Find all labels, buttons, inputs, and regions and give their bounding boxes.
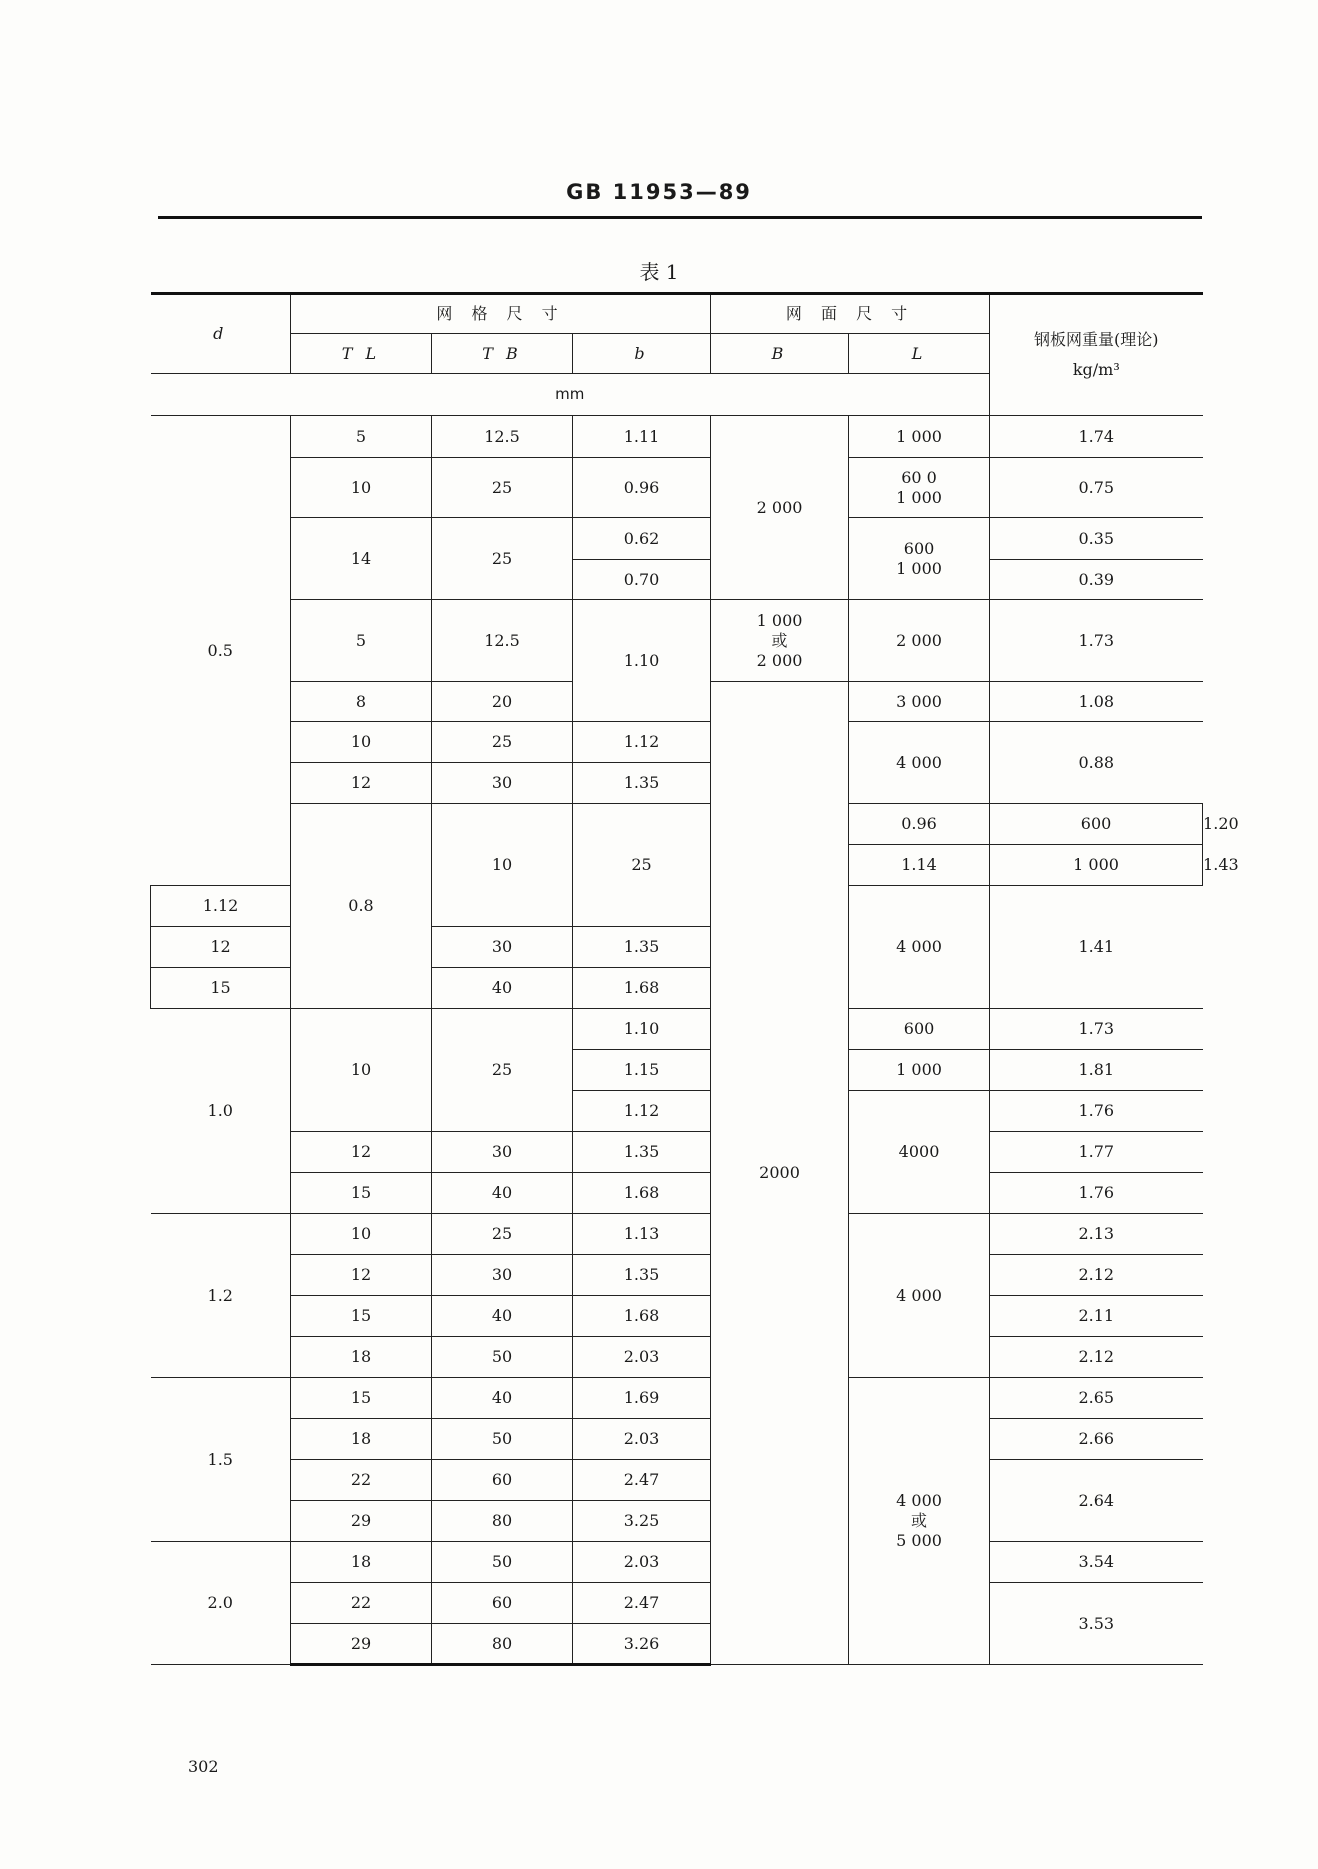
header-row [151,294,1203,334]
cell-weight: 1.08 [990,682,1203,722]
cell-b: 1.68 [573,1173,711,1214]
cell-sheet-length: 1 000 [849,1050,990,1091]
header-d: d [151,294,291,374]
cell-weight: 0.88 [990,722,1203,804]
cell-sheet-width: 1 000 或 2 000 [711,600,849,682]
cell-b: 1.35 [573,927,711,968]
cell-b: 1.14 [849,845,990,886]
cell-weight: 1.76 [990,1091,1203,1132]
cell-tb: 25 [573,804,711,927]
cell-sheet-length: 4 000 [849,722,990,804]
cell-b: 1.15 [573,1050,711,1091]
document-standard-number: GB 11953—89 [566,180,752,204]
table-row [151,1378,1203,1419]
cell-b: 0.70 [573,560,711,600]
cell-b: 2.03 [573,1542,711,1583]
cell-weight: 2.12 [990,1255,1203,1296]
cell-tb: 80 [432,1501,573,1542]
cell-tb: 60 [432,1460,573,1501]
cell-tl: 29 [291,1624,432,1665]
table-row [151,722,1203,763]
cell-weight: 1.76 [990,1173,1203,1214]
cell-b: 1.68 [573,968,711,1009]
cell-tb: 60 [432,1583,573,1624]
table-row [151,1337,1203,1378]
cell-sheet-length: 600 [849,1009,990,1050]
cell-tl: 10 [291,458,432,518]
header-tb: T B [432,334,573,374]
cell-tl: 22 [291,1460,432,1501]
cell-b: 2.03 [573,1419,711,1460]
cell-d: 0.5 [151,416,291,886]
table-row [151,416,1203,458]
cell-tl: 12 [291,1255,432,1296]
cell-tb: 30 [432,763,573,804]
cell-b: 1.35 [573,1255,711,1296]
cell-b: 3.25 [573,1501,711,1542]
cell-tl: 12 [291,763,432,804]
cell-tl: 10 [291,1214,432,1255]
cell-tb: 30 [432,1255,573,1296]
cell-tl: 10 [291,1009,432,1132]
cell-tl: 14 [291,518,432,600]
table-row [151,1419,1203,1460]
cell-b: 1.10 [573,1009,711,1050]
cell-tb: 25 [432,1214,573,1255]
cell-tl: 12 [291,1132,432,1173]
cell-tb: 50 [432,1542,573,1583]
cell-tb: 12.5 [432,416,573,458]
cell-b: 0.96 [573,458,711,518]
cell-weight: 2.66 [990,1419,1203,1460]
cell-weight: 2.64 [990,1460,1203,1542]
cell-tl: 5 [291,416,432,458]
cell-tb: 40 [432,968,573,1009]
cell-b: 1.68 [573,1296,711,1337]
cell-tb: 25 [432,458,573,518]
cell-tl: 22 [291,1583,432,1624]
cell-b: 2.47 [573,1583,711,1624]
header-mesh-size: 网 格 尺 寸 [291,294,711,334]
cell-weight: 1.73 [990,1009,1203,1050]
cell-d: 0.8 [291,804,432,1009]
cell-tl: 18 [291,1542,432,1583]
cell-b: 1.12 [573,1091,711,1132]
table-row: 0.8 10 25 0.96 600 1.20 [151,804,1203,845]
cell-weight: 1.41 [990,886,1203,1009]
cell-b: 0.96 [849,804,990,845]
cell-sheet-length: 60 0 1 000 [849,458,990,518]
cell-weight: 2.65 [990,1378,1203,1419]
cell-tb: 50 [432,1419,573,1460]
cell-d: 1.0 [151,1009,291,1214]
cell-sheet-length: 1 000 [849,416,990,458]
cell-tb: 25 [432,722,573,763]
table-row [151,1542,1203,1583]
cell-weight: 0.75 [990,458,1203,518]
table-row [151,1173,1203,1214]
cell-tb: 80 [432,1624,573,1665]
cell-tb: 40 [432,1378,573,1419]
cell-d: 1.5 [151,1378,291,1542]
cell-tl: 15 [291,1296,432,1337]
table-row [151,600,1203,682]
cell-tb: 25 [432,1009,573,1132]
cell-tb: 20 [432,682,573,722]
cell-sheet-length: 600 1 000 [849,518,990,600]
mesh-spec-table [150,292,1239,1666]
cell-sheet-length: 1 000 [990,845,1203,886]
cell-weight: 2.11 [990,1296,1203,1337]
cell-tl: 18 [291,1337,432,1378]
table-row [151,1583,1203,1624]
cell-b: 0.62 [573,518,711,560]
cell-weight: 2.13 [990,1214,1203,1255]
header-sheet-size: 网 面 尺 寸 [711,294,990,334]
cell-b: 1.13 [573,1214,711,1255]
cell-tb: 40 [432,1296,573,1337]
cell-b: 1.10 [573,600,711,722]
cell-tl: 29 [291,1501,432,1542]
cell-tb: 12.5 [432,600,573,682]
header-rule [158,216,1202,219]
cell-d: 1.2 [151,1214,291,1378]
cell-tb: 30 [432,927,573,968]
table-row [151,518,1203,560]
cell-tl: 18 [291,1419,432,1460]
cell-weight: 2.12 [990,1337,1203,1378]
cell-sheet-length: 2 000 [849,600,990,682]
cell-sheet-length: 3 000 [849,682,990,722]
table-row [151,458,1203,518]
cell-b: 1.12 [573,722,711,763]
cell-tl: 15 [291,1173,432,1214]
header-sheet-length: L [849,334,990,374]
cell-d: 2.0 [151,1542,291,1665]
header-b: b [573,334,711,374]
cell-sheet-width: 2 000 [711,416,849,600]
cell-weight: 0.39 [990,560,1203,600]
cell-b: 1.35 [573,763,711,804]
cell-weight: 1.74 [990,416,1203,458]
cell-sheet-length: 4 000 或 5 000 [849,1378,990,1665]
table-row [151,1009,1203,1050]
cell-b: 1.12 [151,886,291,927]
table-caption: 表 1 [639,260,679,284]
cell-weight: 1.73 [990,600,1203,682]
unit-label: mm [151,374,990,416]
cell-tl: 5 [291,600,432,682]
cell-b: 2.47 [573,1460,711,1501]
cell-weight: 1.81 [990,1050,1203,1091]
cell-tl: 10 [291,722,432,763]
table-row [151,1460,1203,1501]
table-row: 1.14 1 000 1.43 [151,845,1203,886]
cell-b: 1.11 [573,416,711,458]
cell-tb: 25 [432,518,573,600]
cell-sheet-length: 4 000 [849,886,990,1009]
cell-weight: 3.53 [990,1583,1203,1665]
cell-weight: 3.54 [990,1542,1203,1583]
header-sheet-width: B [711,334,849,374]
cell-tb: 40 [432,1173,573,1214]
cell-tl: 8 [291,682,432,722]
header-tl: T L [291,334,432,374]
cell-tb: 50 [432,1337,573,1378]
cell-weight: 1.77 [990,1132,1203,1173]
cell-tb: 30 [432,1132,573,1173]
cell-weight: 0.35 [990,518,1203,560]
cell-b: 2.03 [573,1337,711,1378]
cell-b: 3.26 [573,1624,711,1665]
cell-tl: 15 [291,1378,432,1419]
cell-tl: 15 [151,968,291,1009]
cell-tl: 12 [151,927,291,968]
cell-b: 1.35 [573,1132,711,1173]
page-number: 302 [188,1757,219,1776]
cell-tl: 10 [432,804,573,927]
cell-sheet-width: 2000 [711,682,849,1665]
cell-sheet-length: 4000 [849,1091,990,1214]
header-weight: 钢板网重量(理论) kg/m³ [990,294,1203,416]
cell-sheet-length: 4 000 [849,1214,990,1378]
table-row [151,1296,1203,1337]
table-row [151,1214,1203,1255]
table-row [151,1132,1203,1173]
table-row [151,1255,1203,1296]
cell-sheet-length: 600 [990,804,1203,845]
cell-b: 1.69 [573,1378,711,1419]
